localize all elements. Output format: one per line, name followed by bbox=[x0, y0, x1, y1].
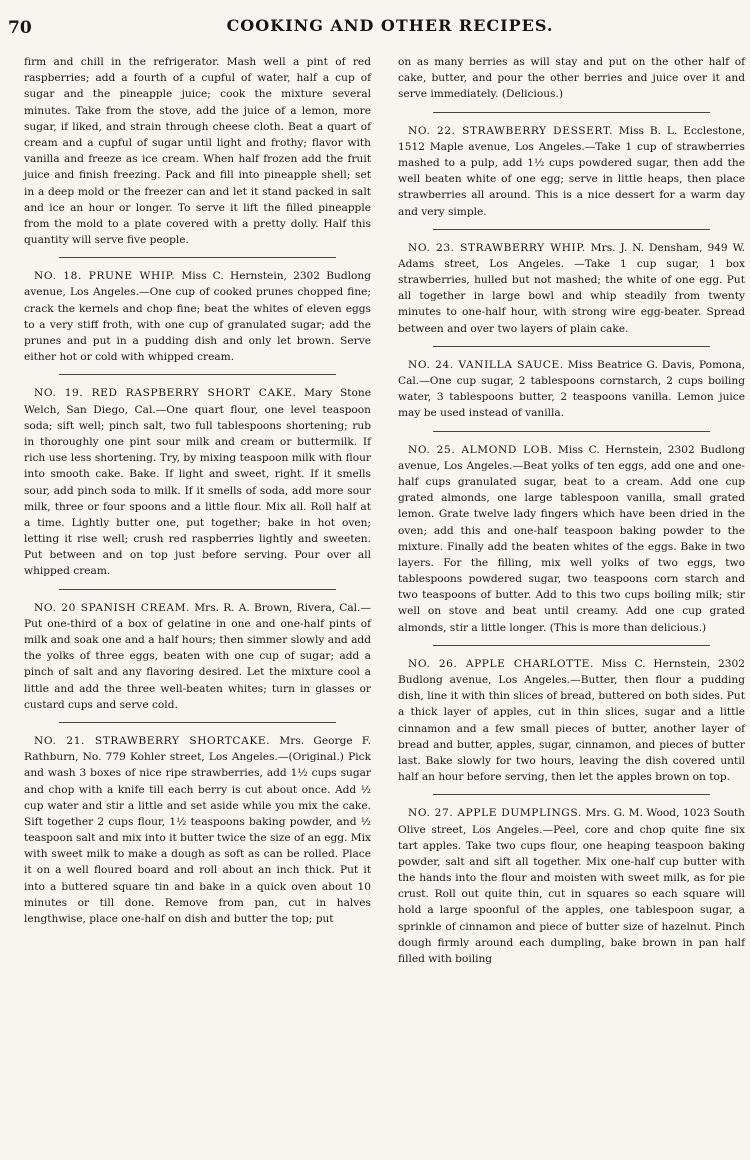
divider bbox=[59, 374, 337, 375]
recipe-text: firm and chill in the refrigerator. Mash well a pint of red raspberries; add a fourth of a cupful of water, half a cup of sugar and the pineapple juice; cook the mixture several minutes. Take from the stove, add the juice of a lemon, more sugar, if liked, and strain through cheese cloth. Beat a quart of cream and a cupful of sugar until light and frothy; flavor with vanilla and freeze as ice cream. When half frozen add the fruit juice and finish freezing. Pack and fill into pineapple shell; set in a deep mold or the freezer can and let it stand packed in salt and ice an hour or longer. To serve it lift the filled pineapple from the mold to a plate covered with a pretty dolly. Half this quantity will serve five people. bbox=[24, 56, 371, 247]
recipe-strawberry-whip bbox=[398, 240, 745, 337]
recipe-vanilla-sauce bbox=[398, 357, 745, 422]
right-column bbox=[398, 54, 745, 967]
recipe-continuation bbox=[398, 54, 745, 103]
recipe-text: Mary Stone Welch, San Diego, Cal.—One quart flour, one level teaspoon soda; sift well; pinch salt, two full tablespoons shortening; rub in thoroughly one pint sour milk and cream or buttermilk. If rich use less shortening. Try, by mixing teaspoon milk with flour into smooth cake. Bake. If light and sweet, right. If it smells sour, add pinch soda to milk. If it smells of soda, add more sour milk, three or four spoons and a little flour. Mix all. Roll half at a time. Lightly butter one, put together; bake in hot oven; letting it rise well; crush red raspberries lightly and sweeten. Put between and on top just before serving. Pour over all whipped cream. bbox=[24, 387, 371, 578]
recipe-text: on as many berries as will stay and put on the other half of cake, butter, and pour the other berries and juice over it and serve immediately. (Delicious.) bbox=[398, 56, 745, 101]
page-title: COOKING AND OTHER RECIPES. bbox=[226, 16, 554, 35]
recipe-heading: NO. 23. STRAWBERRY WHIP. bbox=[408, 241, 586, 254]
divider bbox=[433, 431, 711, 432]
recipe-strawberry-dessert bbox=[398, 123, 745, 220]
recipe-text: Miss Beatrice G. Davis, Pomona, Cal.—One cup sugar, 2 tablespoons cornstarch, 2 cups boiling water, 3 tablespoons butter, 2 teaspoons vanilla. Lemon juice may be used instead of vanilla. bbox=[398, 358, 745, 420]
divider bbox=[433, 794, 711, 795]
recipe-red-raspberry-short-cake bbox=[24, 385, 371, 579]
recipe-heading: NO. 18. PRUNE WHIP. bbox=[34, 270, 176, 283]
recipe-almond-lob bbox=[398, 442, 745, 636]
recipe-continuation bbox=[24, 54, 371, 248]
recipe-apple-charlotte bbox=[398, 656, 745, 786]
left-column bbox=[24, 54, 371, 927]
divider bbox=[59, 257, 337, 258]
divider bbox=[59, 722, 337, 723]
recipe-text: Mrs. R. A. Brown, Rivera, Cal.—Put one-third of a box of gelatine in one and one-half pints of milk and soak one and a half hours; then simmer slowly and add the yolks of three eggs, beaten with one cup of sugar; add a pinch of salt and any flavoring desired. Let the mixture cool a little and add the three well-beaten whites; turn in glasses or custard cups and serve cold. bbox=[24, 601, 371, 711]
recipe-text: Mrs. George F. Rathburn, No. 779 Kohler street, Los Angeles.—(Original.) Pick and wash 3 boxes of nice ripe strawberries, add 1½ cups sugar and chop with a knife till each berry is cut about once. Add ½ cup water and stir a little and set aside while you mix the cake. Sift together 2 cups flour, 1½ teaspoons baking powder, and ½ teaspoon salt and mix into it butter twice the size of an egg. Mix with sweet milk to make a dough as soft as can be rolled. Place it on a well floured board and roll about an inch thick. Put it into a buttered square tin and bake in a quick oven about 10 minutes or till done. Remove from pan, cut in halves lengthwise, place one-half on dish and butter the top; put bbox=[24, 734, 371, 925]
recipe-heading: NO. 21. STRAWBERRY SHORTCAKE. bbox=[34, 734, 271, 747]
divider bbox=[59, 589, 337, 590]
recipe-heading: NO. 24. VANILLA SAUCE. bbox=[408, 358, 564, 371]
recipe-prune-whip bbox=[24, 268, 371, 365]
recipe-text: Miss C. Hernstein, 2302 Budlong avenue, Los Angeles.—Butter, then flour a pudding dish, line it with thin slices of bread, buttered on both sides. Put a thick layer of apples, cut in thin slices, sugar and a little cinnamon and a few small pieces of butter, another layer of bread and butter, apples, sugar, cinnamon, and pieces of butter last. Bake slowly for two hours, leaving the dish covered until half an hour before serving, then let the apples brown on top. bbox=[398, 657, 745, 784]
recipe-text: Miss C. Hernstein, 2302 Budlong avenue, Los Angeles.—One cup of cooked prunes chopped fine; crack the kernels and chop fine; beat the whites of eleven eggs to a very stiff froth, with one cup of granulated sugar; add the prunes and put in a pudding dish and only let brown. Serve either hot or cold with whipped cream. bbox=[24, 270, 371, 364]
recipe-heading: NO. 26. APPLE CHARLOTTE. bbox=[408, 657, 594, 670]
recipe-heading: NO. 19. RED RASPBERRY SHORT CAKE. bbox=[34, 387, 297, 400]
divider bbox=[433, 112, 711, 113]
recipe-heading: NO. 22. STRAWBERRY DESSERT. bbox=[408, 124, 613, 137]
recipe-text: Miss B. L. Ecclestone, 1512 Maple avenue, Los Angeles.—Take 1 cup of strawberries mashed to a pulp, add 1½ cups powdered sugar, then add the well beaten white of one egg; serve in little heaps, then place strawberries all around. This is a nice dessert for a warm day and very simple. bbox=[398, 124, 746, 218]
page-number: 70 bbox=[8, 18, 32, 38]
divider bbox=[433, 645, 711, 646]
recipe-heading: NO. 20 SPANISH CREAM. bbox=[34, 601, 191, 614]
recipe-text: Mrs. G. M. Wood, 1023 South Olive street, Los Angeles.—Peel, core and chop quite fine six tart apples. Take two cups flour, one heaping teaspoon baking powder, salt and sift all together. Mix one-half cup butter with the hands into the flour and moisten with sweet milk, as for pie crust. Roll out quite thin, cut in squares so each square will hold a large spoonful of the apples, one tablespoon sugar, a sprinkle of cinnamon and piece of butter size of hazelnut. Pinch dough firmly around each dumpling, bake brown in pan half filled with boiling bbox=[398, 807, 746, 965]
recipe-text: Miss C. Hernstein, 2302 Budlong avenue, Los Angeles.—Beat yolks of ten eggs, add one and one-half cups granulated sugar, beat to a cream. Add one cup grated almonds, one large tablespoon vanilla, small grated lemon. Grate twelve lady fingers which have been dried in the oven; add this and one-half teaspoon baking powder to the mixture. Finally add the beaten whites of the eggs. Bake in two layers. For the filling, mix well yolks of two eggs, two tablespoons powdered sugar, two teaspoons corn starch and two teaspoons of butter. Add to this two cups boiling milk; stir well on stove and beat until creamy. Add one cup grated almonds, stir a little longer. (This is more than delicious.) bbox=[398, 443, 745, 634]
divider bbox=[433, 229, 711, 230]
divider bbox=[433, 346, 711, 347]
recipe-strawberry-shortcake bbox=[24, 733, 371, 927]
recipe-heading: NO. 27. APPLE DUMPLINGS. bbox=[408, 807, 582, 820]
recipe-spanish-cream bbox=[24, 600, 371, 713]
recipe-apple-dumplings bbox=[398, 805, 745, 967]
recipe-text: Mrs. J. N. Densham, 949 W. Adams street, Los Angeles. —Take 1 cup sugar, 1 box strawberries, hulled but not mashed; the white of one egg. Put all together in large bowl and whip steadily from twenty minutes to one-half hour, with strong wire egg-beater. Spread between and over two layers of plain cake. bbox=[398, 241, 745, 335]
recipe-heading: NO. 25. ALMOND LOB. bbox=[408, 443, 553, 456]
